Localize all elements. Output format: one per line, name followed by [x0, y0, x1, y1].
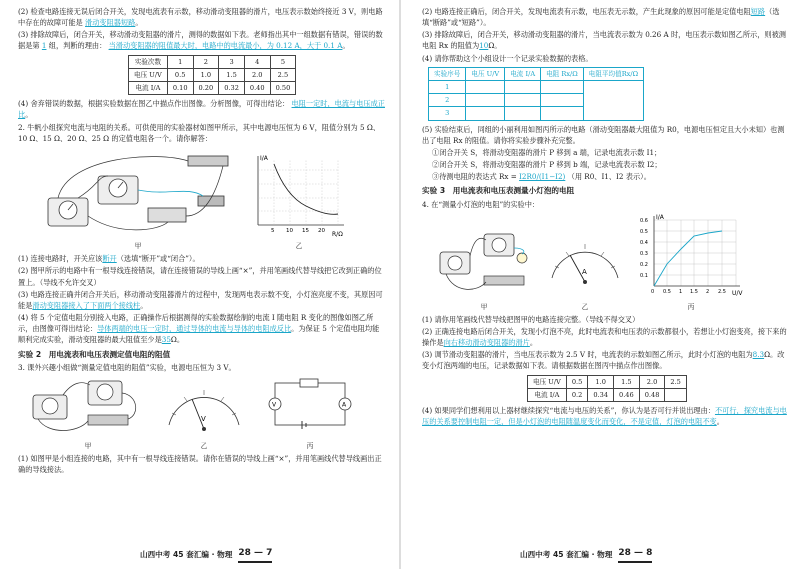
figure-row-1	[38, 146, 386, 251]
answer: 1	[41, 41, 47, 51]
circuit-figure-jia-2: 甲	[28, 375, 148, 450]
c5-step3: ③待测电阻的表达式 Rx = I2R0/(I1−I2) （用 R0、I1、I2 表示）。	[432, 172, 651, 182]
footer-left: 山西中考 45 套汇编 · 物理 28 — 7	[140, 547, 272, 563]
svg-text:A: A	[342, 401, 347, 409]
q2-text: (2) 检查电路连接无误后闭合开关，发现电流表有示数，移动滑动变阻器的滑片，电压表示数始终接近 3 V，则电路中存在的故障可能是 滑动变阻器短路。	[18, 7, 383, 28]
svg-text:5: 5	[271, 227, 275, 234]
answer: 当滑动变阻器的阻值最大时，电路中的电流最小，为 0.12 A，大于 0.1 A	[108, 41, 343, 51]
svg-text:A: A	[582, 268, 587, 277]
svg-text:1.5: 1.5	[690, 289, 698, 296]
q4-title: 4. 在“测量小灯泡的电阻”的实验中：	[422, 200, 540, 210]
svg-text:U/V: U/V	[732, 290, 743, 298]
answer-table: 实验序号 电压 U/V 电流 I/A 电阻 Rx/Ω 电阻平均值Rx/Ω 1 2 3	[428, 67, 644, 121]
c1-text: (1) 如图甲是小组连接的电路，其中有一根导线连接错误。请你在错误的导线上画“×”，并用笔画线代替导线画出正确的导线接法。	[18, 453, 382, 474]
graph-y-label: I/A	[260, 154, 268, 162]
svg-text:10: 10	[286, 227, 293, 234]
b4-text: (4) 将 5 个定值电阻分别接入电路，正确操作后根据测得的实验数据绘制的电流 I 随电阻 R 变化的图像如图乙所示，由图像可得出结论：导体两端的电压一定时，通过导体的电流与导体的电阻成反比。为保证 5 个定值电阻均能顺利完成实验，滑动变阻器的最大阻值至少是35Ω。	[18, 313, 380, 345]
b1-text: (1) 连接电路时，开关应该断开（选填“断开”或“闭合”）。	[18, 254, 200, 264]
circuit-diagram-2	[28, 375, 148, 437]
circuit-schematic-bing: V A 丙	[260, 375, 360, 450]
c2-text: (2) 电路连接正确后，闭合开关，发现电流表有示数，电压表无示数，产生此现象的原因可能是定值电阻短路（选填“断路”或“短路”）。	[422, 7, 780, 28]
current-resistance-graph	[244, 150, 354, 238]
d1-text: (1) 请你用笔画线代替导线把图甲的电路连接完整。（导线不得交叉）	[422, 314, 640, 324]
answer: 滑动变阻器短路	[85, 18, 136, 28]
question-2-title: 2. 牛帆小组探究电流与电阻的关系。可供使用的实验器材如图甲所示，其中电源电压恒为 6 V，阻值分别为 5 Ω、10 Ω、15 Ω、20 Ω、25 Ω 的定值电阻各一个。请你解答：	[18, 122, 381, 143]
fig-label-jia: 甲	[134, 242, 142, 251]
svg-text:0.5: 0.5	[640, 229, 648, 236]
circuit-schematic	[260, 375, 360, 437]
d2-text: (2) 正确连接电路后闭合开关，发现小灯泡不亮，此时电流表和电压表的示数都很小，若想让小灯泡变亮，接下来的操作是向右移动滑动变阻器的滑片。	[422, 326, 787, 348]
b3-text: (3) 电路连接正确并闭合开关后，移动滑动变阻器滑片的过程中，发现两电表示数不变，小灯泡亮度不变，其原因可能是滑动变阻器接入了下面两个接线柱。	[18, 289, 383, 310]
svg-text:0.2: 0.2	[640, 262, 648, 269]
q3-text: (3) 排除故障后，闭合开关，移动滑动变阻器的滑片，测得的数据如下表。老师指出其中一组数据有错误，错误的数据是第 1 组，判断的理由： 当滑动变阻器的阻值最大时，电路中的电流最小，为 0.12 A，大于 0.1 A。	[18, 30, 383, 51]
circuit-diagram	[38, 146, 238, 238]
right-page	[400, 0, 800, 569]
q3c-text: 3. 课外兴趣小组做“测量定值电阻的阻值”实验，电源电压恒为 3 V。	[18, 363, 236, 373]
current-voltage-graph	[636, 212, 746, 298]
svg-text:V: V	[201, 415, 206, 424]
page-number: 28 — 7	[238, 547, 272, 563]
lamp-circuit	[434, 228, 534, 298]
experiment-2-title: 实验 2 用电流表和电压表测定值电阻的阻值	[18, 349, 171, 359]
answer: 电阻一定时，电流与电压成正比	[18, 99, 385, 120]
c4-text: (4) 请你帮助这个小组设计一个记录实验数据的表格。	[422, 53, 593, 63]
voltmeter-figure-yi: V 乙	[154, 375, 254, 450]
svg-text:0.5: 0.5	[663, 289, 671, 296]
experiment-3-title: 实验 3 用电流表和电压表测量小灯泡的电阻	[422, 186, 575, 196]
ammeter-figure-yi: A 乙	[540, 228, 630, 311]
svg-text:0.1: 0.1	[640, 273, 648, 280]
figure-row-3	[434, 212, 790, 311]
svg-text:I/A: I/A	[656, 214, 664, 222]
iu-graph-bing: I/A U/V 0.6 0.5 0.4 0.3 0.2 0.1 0 0.5 1 1.5 2 2.5 丙	[636, 212, 746, 311]
graph-x-label: R/Ω	[332, 230, 343, 238]
voltmeter-dial	[154, 375, 254, 437]
c5-step2: ②闭合开关 S，将滑动变阻器的滑片 P 移到 b 端，记录电流表示数 I2；	[432, 160, 662, 170]
svg-text:0: 0	[651, 289, 655, 296]
svg-text:1: 1	[679, 289, 683, 296]
q4-text: (4) 舍弃错误的数据，根据实验数据在图乙中描点作出图像。分析图像，可得出结论： 电阻一定时，电流与电压成正比。	[18, 99, 385, 120]
b2-text: (2) 图甲所示的电路中有一根导线连接错误，请在连接错误的导线上画“×”，并用笔画线代替导线把它改到正确的位置上。（导线不允许交叉）	[18, 266, 382, 287]
data-table-1: 实验次数 1 2 3 4 5 电压 U/V 0.5 1.0 1.5 2.0 2.5 电流 I/A 0.10 0.20 0.32 0.40 0.50	[128, 55, 296, 96]
d4-text: (4) 如果同学们想利用以上器材继续探究“电流与电压的关系”，你认为是否可行并说出理由：不可行，探究电流与电压的关系要控制电阻一定，但是小灯泡的电阻随温度变化而变化，不是定值，灯泡的电阻不变。	[422, 405, 787, 427]
circuit-figure-jia	[38, 146, 238, 251]
footer-right: 山西中考 45 套汇编 · 物理 28 — 8	[520, 547, 652, 563]
figure-row-2	[28, 375, 386, 450]
svg-text:2.5: 2.5	[718, 289, 726, 296]
page-number: 28 — 8	[618, 547, 652, 563]
lamp-circuit-jia: 甲	[434, 228, 534, 311]
svg-text:20: 20	[318, 227, 325, 234]
svg-text:V: V	[272, 401, 277, 409]
d3-text: (3) 调节滑动变阻器的滑片，当电压表示数为 2.5 V 时，电流表的示数如图乙所示，此时小灯泡的电阻为8.3Ω。改变小灯泡两端的电压，记录数据如下表。请根据数据在图丙中描点作出图像。	[422, 350, 785, 371]
svg-text:2: 2	[706, 289, 710, 296]
data-table-3: 电压 U/V 0.5 1.0 1.5 2.0 2.5 电流 I/A 0.2 0.34 0.46 0.48	[527, 375, 687, 402]
fig-label-yi: 乙	[295, 242, 303, 251]
graph-figure-yi	[244, 150, 354, 251]
c5-step1: ①闭合开关 S，将滑动变阻器的滑片 P 移到 a 端，记录电流表示数 I1；	[432, 147, 662, 157]
c3-text: (3) 排除故障后，闭合开关，移动滑动变阻器的滑片，当电流表示数为 0.26 A 时，电压表示数如图乙所示，则被测电阻 Rx 的阻值为10Ω。	[422, 30, 786, 51]
ammeter-dial	[540, 228, 630, 298]
c5-text: (5) 实验结束后，同组的小丽利用如图丙所示的电路（滑动变阻器最大阻值为 R0，电源电压恒定且大小未知）也测出了电阻 Rx 的阻值。请你将实验步骤补充完整。	[422, 124, 785, 145]
svg-text:0.6: 0.6	[640, 218, 648, 225]
svg-text:0.4: 0.4	[640, 240, 648, 247]
svg-text:0.3: 0.3	[640, 251, 648, 258]
svg-text:15: 15	[302, 227, 309, 234]
